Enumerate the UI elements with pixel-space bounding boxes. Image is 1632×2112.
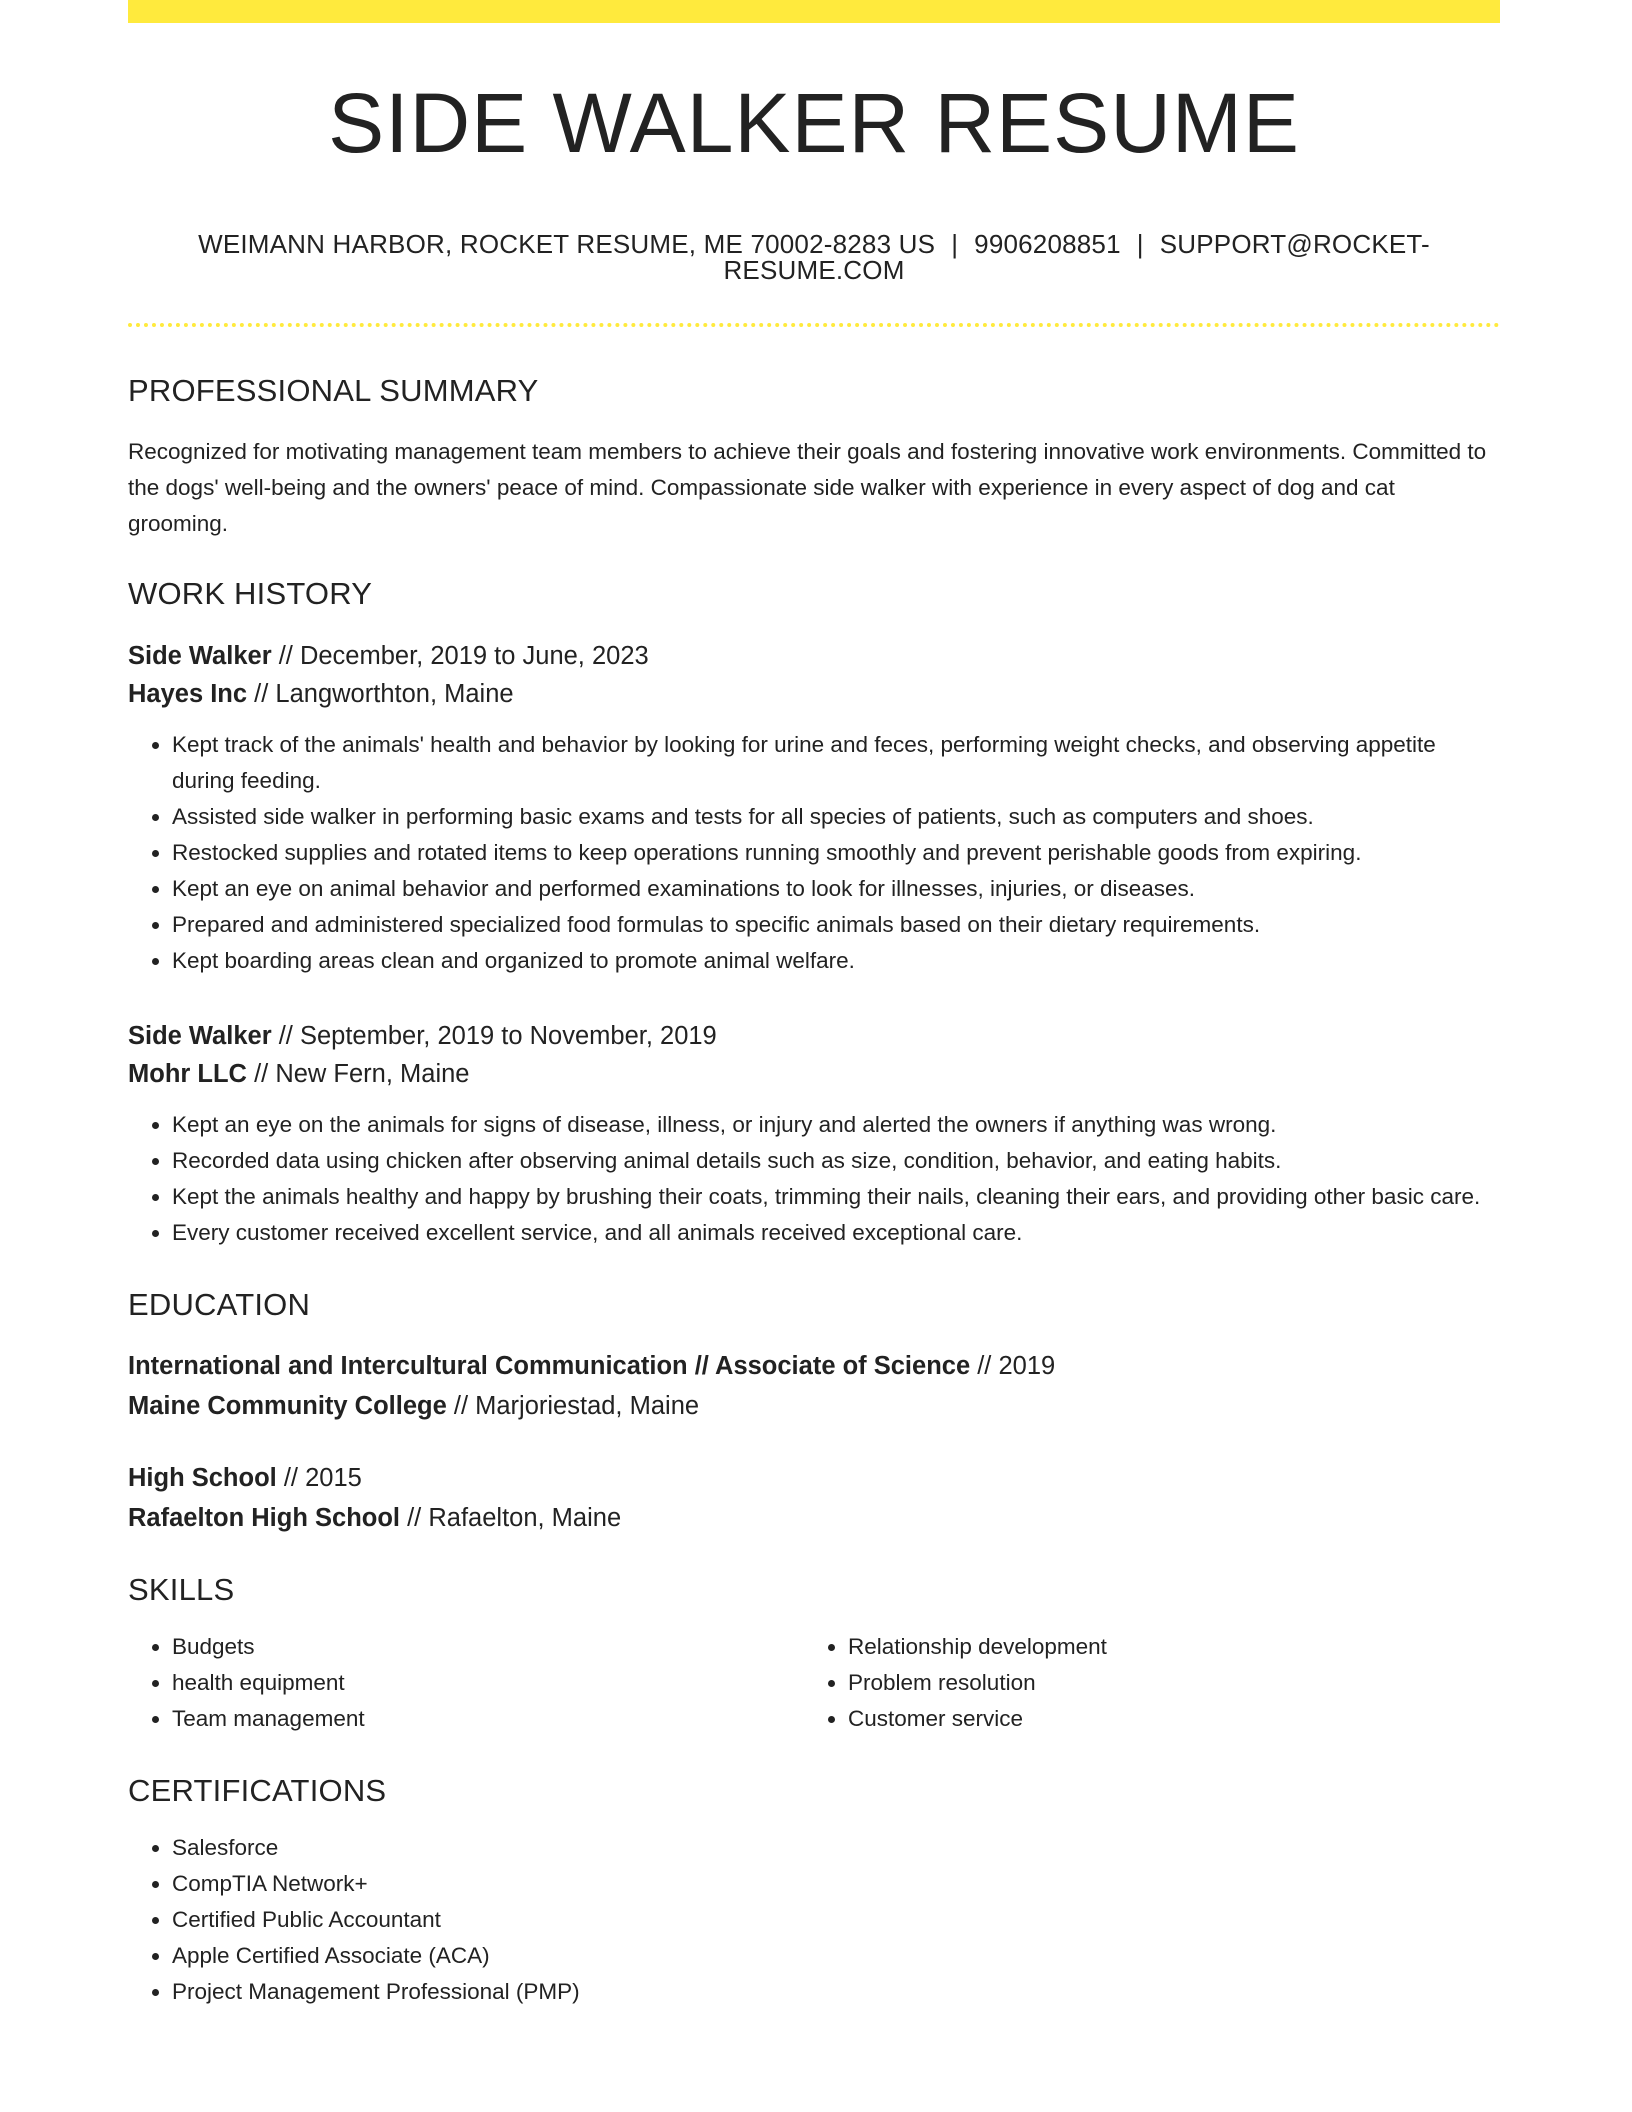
dotted-divider	[128, 323, 1500, 327]
skills-column-left	[128, 1629, 804, 1737]
job-company: Hayes Inc	[128, 680, 248, 708]
job-location: // Langworthton, Maine	[247, 680, 514, 708]
job-entry	[128, 1017, 1500, 1251]
resume-page	[128, 0, 1500, 2010]
education-degree: International and Intercultural Communication // Associate of Science	[128, 1352, 971, 1380]
job-dates: // September, 2019 to November, 2019	[271, 1022, 717, 1050]
contact-line	[128, 231, 1500, 283]
certification-item: • Project Management Professional (PMP)	[172, 1974, 1500, 2010]
education-location: // Marjoriestad, Maine	[446, 1392, 700, 1420]
section-title-summary: PROFESSIONAL SUMMARY	[128, 373, 539, 408]
contact-address: WEIMANN HARBOR, ROCKET RESUME, ME 70002-8283 US	[198, 229, 936, 259]
skill-item: • Relationship development	[848, 1629, 1480, 1665]
job-bullet: • Assisted side walker in performing basic exams and tests for all species of patients, such as computers and shoes.	[172, 799, 1500, 835]
certification-item: • CompTIA Network+	[172, 1866, 1500, 1902]
section-title-skills: SKILLS	[128, 1572, 235, 1607]
skill-item: • health equipment	[172, 1665, 804, 1701]
education-year: // 2015	[276, 1464, 362, 1492]
education-school-line	[128, 1386, 1500, 1426]
job-dates: // December, 2019 to June, 2023	[271, 642, 649, 670]
education-year: // 2019	[970, 1352, 1056, 1380]
job-company-line	[128, 1055, 1500, 1093]
skills-column-right	[804, 1629, 1480, 1737]
job-role-line	[128, 1017, 1500, 1055]
skill-item: • Customer service	[848, 1701, 1480, 1737]
education-entry	[128, 1346, 1500, 1426]
contact-separator: |	[951, 229, 959, 259]
job-bullets	[128, 727, 1500, 979]
education-degree-line	[128, 1458, 1500, 1498]
job-location: // New Fern, Maine	[246, 1060, 470, 1088]
certification-item: • Salesforce	[172, 1830, 1500, 1866]
education-school: Rafaelton High School	[128, 1504, 401, 1532]
skills-grid	[128, 1629, 1500, 1737]
job-bullet: • Recorded data using chicken after observing animal details such as size, condition, behavior, and eating habits.	[172, 1143, 1500, 1179]
section-title-work-history: WORK HISTORY	[128, 576, 373, 611]
skill-item: • Team management	[172, 1701, 804, 1737]
job-bullet: • Kept an eye on the animals for signs of disease, illness, or injury and alerted the owners if anything was wrong.	[172, 1107, 1500, 1143]
job-role-line	[128, 637, 1500, 675]
job-entry	[128, 637, 1500, 979]
education-degree: High School	[128, 1464, 277, 1492]
contact-phone: 9906208851	[974, 229, 1121, 259]
certification-item: • Certified Public Accountant	[172, 1902, 1500, 1938]
job-bullets	[128, 1107, 1500, 1251]
job-company: Mohr LLC	[128, 1060, 247, 1088]
skill-item: • Budgets	[172, 1629, 804, 1665]
contact-separator: |	[1136, 229, 1144, 259]
education-location: // Rafaelton, Maine	[400, 1504, 622, 1532]
education-entry	[128, 1458, 1500, 1538]
job-bullet: • Kept an eye on animal behavior and performed examinations to look for illnesses, injuries, or diseases.	[172, 871, 1500, 907]
education-school-line	[128, 1498, 1500, 1538]
job-bullet: • Kept track of the animals' health and behavior by looking for urine and feces, performing weight checks, and observing appetite during feeding.	[172, 727, 1500, 799]
contact-email: SUPPORT@ROCKET-RESUME.COM	[723, 229, 1430, 285]
job-bullet: • Kept the animals healthy and happy by brushing their coats, trimming their nails, cleaning their ears, and providing other basic care.	[172, 1179, 1500, 1215]
section-title-certifications: CERTIFICATIONS	[128, 1773, 387, 1808]
accent-top-bar	[128, 0, 1500, 23]
job-company-line	[128, 675, 1500, 713]
job-bullet: • Kept boarding areas clean and organized to promote animal welfare.	[172, 943, 1500, 979]
summary-text: Recognized for motivating management team members to achieve their goals and fostering innovative work environments. Committed to the dogs' well-being and the owners' peace of mind. Compassionate side walker with experience in every aspect of dog and cat grooming.	[128, 439, 1487, 536]
section-title-education: EDUCATION	[128, 1287, 311, 1322]
education-degree-line	[128, 1346, 1500, 1386]
job-bullet: • Prepared and administered specialized food formulas to specific animals based on their dietary requirements.	[172, 907, 1500, 943]
job-bullet: • Restocked supplies and rotated items to keep operations running smoothly and prevent perishable goods from expiring.	[172, 835, 1500, 871]
education-school: Maine Community College	[128, 1392, 447, 1420]
job-role: Side Walker	[128, 642, 272, 670]
skill-item: • Problem resolution	[848, 1665, 1480, 1701]
certifications-list	[128, 1830, 1500, 2010]
resume-title: SIDE WALKER RESUME	[328, 76, 1300, 170]
job-bullet: • Every customer received excellent service, and all animals received exceptional care.	[172, 1215, 1500, 1251]
job-role: Side Walker	[128, 1022, 272, 1050]
certification-item: • Apple Certified Associate (ACA)	[172, 1938, 1500, 1974]
